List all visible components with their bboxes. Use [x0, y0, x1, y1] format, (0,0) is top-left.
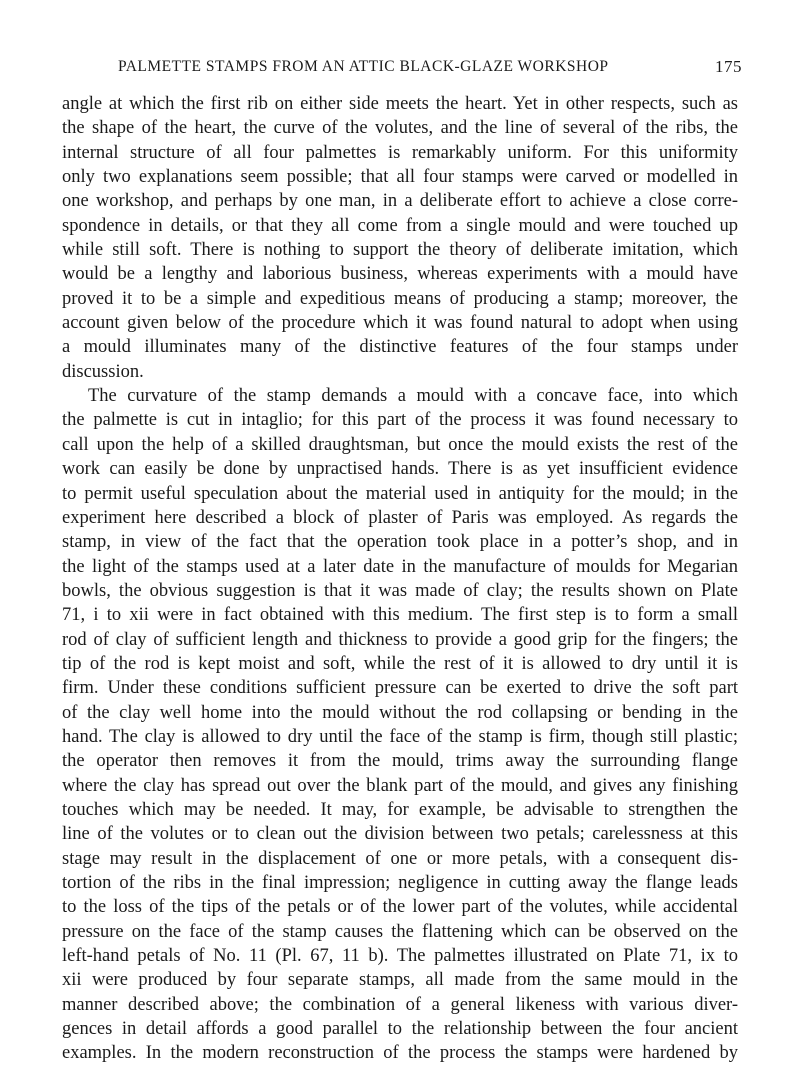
text-line: firm. Under these conditions sufficient pressure can be exerted to drive the soft part — [62, 678, 738, 699]
text-line: experiment here described a block of plaster of Paris was employed. As regards the — [62, 507, 738, 528]
text-line: The curvature of the stamp demands a mould with a concave face, into which — [88, 386, 738, 407]
text-line: proved it to be a simple and expeditious means of producing a stamp; moreover, the — [62, 288, 738, 309]
text-line: the palmette is cut in intaglio; for this part of the process it was found necessary to — [62, 410, 738, 431]
text-line: line of the volutes or to clean out the division between two petals; carelessness at this — [62, 824, 738, 845]
paragraph-2 — [62, 384, 738, 1066]
text-line: stamp, in view of the fact that the operation took place in a potter’s shop, and in — [62, 532, 738, 553]
text-line: a mould illuminates many of the distinctive features of the four stamps under — [62, 337, 738, 358]
text-line: one workshop, and perhaps by one man, in a deliberate effort to achieve a close corre- — [62, 191, 738, 212]
text-line: the light of the stamps used at a later date in the manufacture of moulds for Megarian — [62, 556, 738, 577]
paragraph-1 — [62, 92, 738, 384]
text-line: spondence in details, or that they all come from a single mould and were touched up — [62, 215, 738, 236]
text-line: work can easily be done by unpractised hands. There is as yet insufficient evidence — [62, 459, 738, 480]
text-line: xii were produced by four separate stamps, all made from the same mould in the — [62, 970, 738, 991]
page-number: 175 — [715, 57, 742, 76]
text-line: bowls, the obvious suggestion is that it was made of clay; the results shown on Plate — [62, 580, 738, 601]
text-line: angle at which the first rib on either side meets the heart. Yet in other respects, such as — [62, 94, 738, 114]
text-line: discussion. — [62, 361, 144, 382]
text-line: to permit useful speculation about the material used in antiquity for the mould; in the — [62, 483, 738, 504]
text-line: tortion of the ribs in the final impression; negligence in cutting away the flange leads — [62, 873, 738, 893]
text-line: hand. The clay is allowed to dry until the face of the stamp is firm, though still plastic; — [62, 726, 738, 747]
text-line: where the clay has spread out over the blank part of the mould, and gives any finishing — [62, 775, 738, 796]
text-line: the operator then removes it from the mould, trims away the surrounding flange — [62, 751, 738, 772]
text-line: pressure on the face of the stamp causes the flattening which can be observed on the — [62, 921, 738, 942]
text-line: gences in detail affords a good parallel to the relationship between the four ancient — [62, 1019, 738, 1040]
text-line: touches which may be needed. It may, for example, be advisable to strengthen the — [62, 799, 738, 820]
text-line: account given below of the procedure which it was found natural to adopt when using — [62, 313, 738, 334]
text-line: only two explanations seem possible; that all four stamps were carved or modelled in — [62, 167, 738, 188]
text-line: call upon the help of a skilled draughtsman, but once the mould exists the rest of the — [62, 434, 738, 455]
text-line: examples. In the modern reconstruction of the process the stamps were hardened by — [62, 1043, 738, 1064]
text-line: while still soft. There is nothing to support the theory of deliberate imitation, which — [62, 240, 738, 261]
body-text — [62, 92, 738, 1066]
text-line: 71, i to xii were in fact obtained with this medium. The first step is to form a small — [62, 605, 738, 626]
text-line: rod of clay of sufficient length and thickness to provide a good grip for the fingers; the — [62, 629, 738, 650]
text-line: tip of the rod is kept moist and soft, while the rest of it is allowed to dry until it is — [62, 653, 738, 674]
text-line: to the loss of the tips of the petals or of the lower part of the volutes, while accidental — [62, 897, 738, 918]
text-line: internal structure of all four palmettes is remarkably uniform. For this uniformity — [62, 142, 738, 163]
text-line: left-hand petals of No. 11 (Pl. 67, 11 b). The palmettes illustrated on Plate 71, ix to — [62, 946, 738, 967]
text-line: stage may result in the displacement of one or more petals, with a consequent dis- — [62, 848, 738, 869]
running-title: PALMETTE STAMPS FROM AN ATTIC BLACK-GLAZE WORKSHOP — [118, 58, 609, 75]
running-head — [62, 56, 742, 80]
text-line: would be a lengthy and laborious business, whereas experiments with a mould have — [62, 264, 738, 285]
text-line: the shape of the heart, the curve of the volutes, and the line of several of the ribs, the — [62, 118, 738, 139]
text-line: of the clay well home into the mould without the rod collapsing or bending in the — [62, 702, 738, 723]
text-line: manner described above; the combination of a general likeness with various diver- — [62, 994, 738, 1015]
